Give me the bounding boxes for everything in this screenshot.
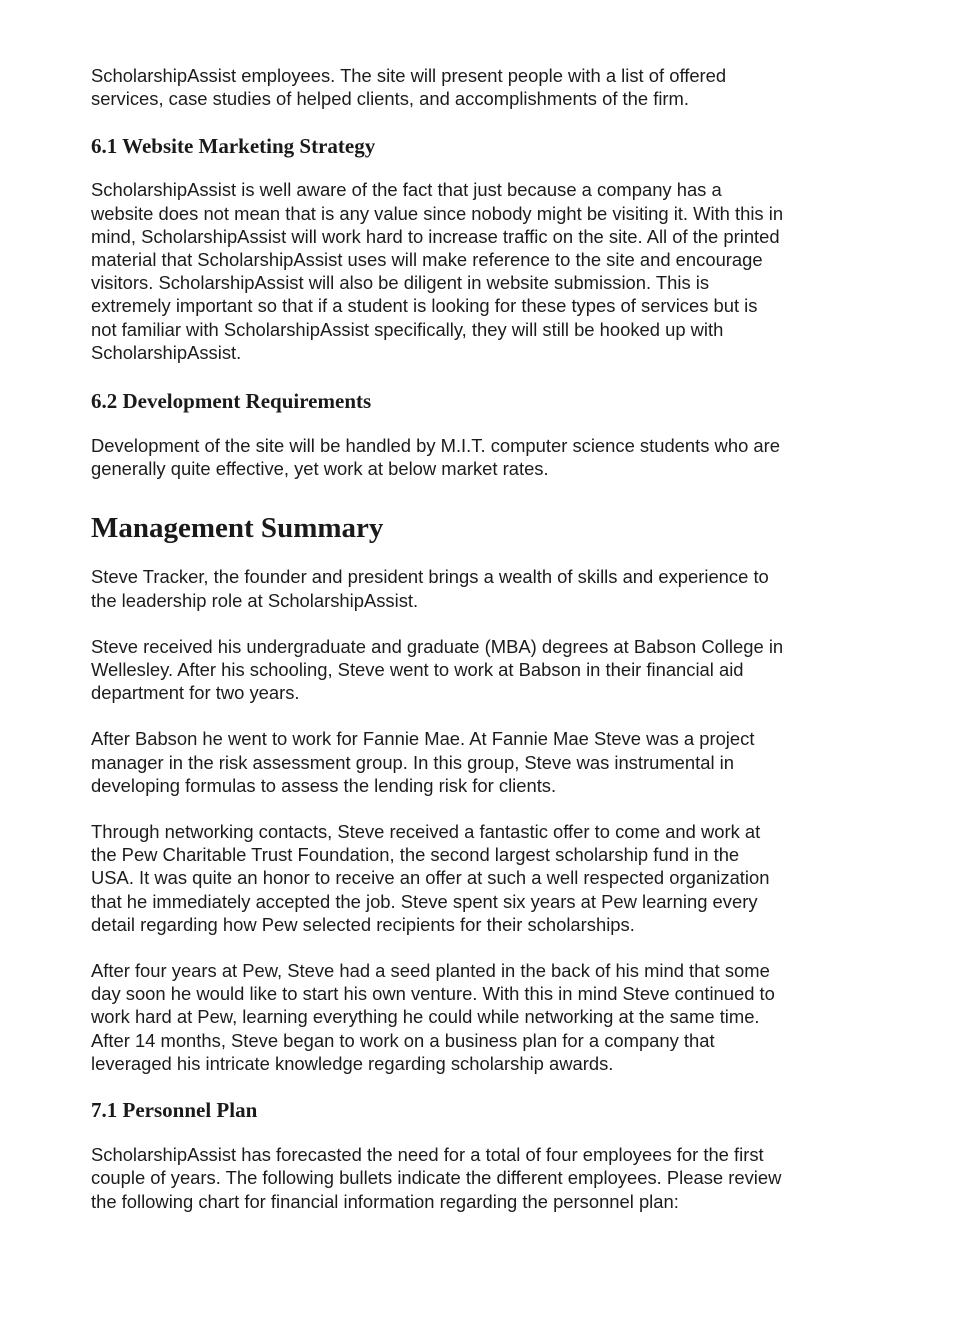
management-paragraph-4: Through networking contacts, Steve received a fantastic offer to come and work at the Pew Charitable Trust Foundation, the second largest scholarship fund in the USA. It was quite an honor to receive an offer at such a well respected organization that he immediately accepted the job. Steve spent six years at Pew learning every detail regarding how Pew selected recipients for their scholarships. bbox=[91, 821, 770, 935]
management-paragraph-5: After four years at Pew, Steve had a seed planted in the back of his mind that some day soon he would like to start his own venture. With this in mind Steve continued to work hard at Pew, learning everything he could while networking at the same time. After 14 months, Steve began to work on a business plan for a company that leveraged his intricate knowledge regarding scholarship awards. bbox=[91, 960, 775, 1074]
intro-paragraph: ScholarshipAssist employees. The site will present people with a list of offered services, case studies of helped clients, and accomplishments of the firm. bbox=[91, 65, 727, 110]
section-6-1-body: ScholarshipAssist is well aware of the fact that just because a company has a website does not mean that is any value since nobody might be visiting it. With this in mind, ScholarshipAssist will work hard to increase traffic on the site. All of the printed material that ScholarshipAssist uses will make reference to the site and encourage visitors. ScholarshipAssist will also be diligent in website submission. This is extremely important so that if a student is looking for these types of services but is not familiar with ScholarshipAssist specifically, they will still be hooked up with ScholarshipAssist. bbox=[91, 179, 784, 363]
section-7-1-heading: 7.1 Personnel Plan bbox=[91, 1098, 258, 1123]
management-summary-heading: Management Summary bbox=[91, 512, 384, 545]
section-6-2-heading: 6.2 Development Requirements bbox=[91, 389, 372, 414]
management-paragraph-2: Steve received his undergraduate and graduate (MBA) degrees at Babson College in Wellesley. After his schooling, Steve went to work at Babson in their financial aid department for two years. bbox=[91, 635, 784, 704]
section-6-1-heading: 6.1 Website Marketing Strategy bbox=[91, 134, 376, 159]
management-paragraph-3: After Babson he went to work for Fannie Mae. At Fannie Mae Steve was a project manager in the risk assessment group. In this group, Steve was instrumental in developing formulas to assess the lending risk for clients. bbox=[91, 728, 755, 796]
section-6-2-body: Development of the site will be handled by M.I.T. computer science students who are generally quite effective, yet work at below market rates. bbox=[91, 435, 780, 480]
section-7-1-body: ScholarshipAssist has forecasted the need for a total of four employees for the first couple of years. The following bullets indicate the different employees. Please review the following chart for financial information regarding the personnel plan: bbox=[91, 1144, 782, 1212]
document-page bbox=[91, 64, 861, 1213]
management-paragraph-1: Steve Tracker, the founder and president brings a wealth of skills and experience to the leadership role at ScholarshipAssist. bbox=[91, 566, 769, 611]
